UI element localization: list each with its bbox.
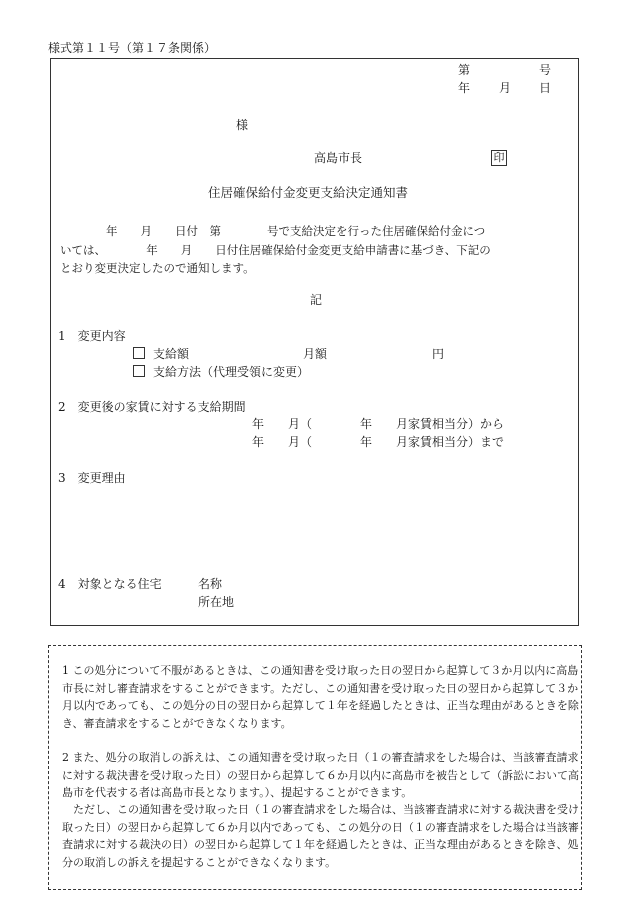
addressee-suffix: 様: [236, 118, 249, 132]
appeal-notice-paragraph-3: ただし、この通知書を受け取った日（１の審査請求をした場合は、当該審査請求に対する裁決書を受け取った日）の翌日から起算して６か月以内であっても、この処分の日（１の審査請求をした場合は当該審査請求に対する裁決の日）の翌日から起算して１年を経過したときは、正当な理由があるときを除き、処分の取消しの訴えを提起することができなくなります。: [62, 803, 579, 869]
section-1-item-1: [133, 346, 189, 362]
date-day: 日: [539, 81, 552, 95]
section-3-heading: 3 変更理由: [58, 471, 126, 485]
section-2-heading: 2 変更後の家賃に対する支給期間: [58, 400, 246, 414]
payment-method-checkbox[interactable]: [133, 365, 145, 377]
payment-amount-label: 支給額: [153, 347, 190, 361]
section-4-heading: 4 対象となる住宅: [58, 577, 162, 591]
period-start: 年 月（ 年 月家賃相当分）から: [252, 417, 505, 431]
appeal-notice-paragraph-1: 1 この処分について不服があるときは、この通知書を受け取った日の翌日から起算して３か月以内に高島市長に対し審査請求をすることができます。ただし、この通知書を受け取った日の翌日から起算して３か月以内であっても、この処分の日の翌日から起算して１年を経過したときは、正当な理由があるときを除き、審査請求をすることができなくなります。: [62, 664, 579, 730]
date-month: 月: [499, 81, 512, 95]
payment-method-label: 支給方法（代理受領に変更）: [153, 365, 310, 379]
section-1-heading: 1 変更内容: [58, 329, 126, 343]
document-title: 住居確保給付金変更支給決定通知書: [208, 185, 409, 200]
body-line-3: とおり変更決定したので通知します。: [60, 261, 255, 275]
housing-name-label: 名称: [198, 577, 223, 591]
body-line-2: いては、 年 月 日付住居確保給付金変更支給申請書に基づき、下記の: [60, 242, 491, 257]
date-year: 年: [458, 81, 471, 95]
payment-amount-checkbox[interactable]: [133, 347, 145, 359]
issuer-name: 高島市長: [314, 151, 363, 165]
seal-stamp: 印: [491, 150, 507, 166]
housing-address-label: 所在地: [198, 595, 235, 609]
document-number-suffix: 号: [539, 63, 552, 77]
period-end: 年 月（ 年 月家賃相当分）まで: [252, 435, 505, 449]
ki-heading: 記: [310, 293, 323, 307]
appeal-notice-paragraph-2: 2 また、処分の取消しの訴えは、この通知書を受け取った日（１の審査請求をした場合は、当該審査請求に対する裁決書を受け取った日）の翌日から起算して６か月以内に高島市を被告として（訴訟において高島市を代表する者は高島市長となります。）、提起することができます。: [62, 751, 579, 799]
body-paragraph: [60, 222, 575, 278]
document-number-prefix: 第: [458, 63, 471, 77]
notice-form-frame: [50, 58, 579, 626]
seal-box: [491, 149, 507, 166]
form-number-label: 様式第１１号（第１７条関係）: [48, 41, 217, 55]
monthly-amount-label: 月額: [303, 347, 328, 361]
body-line-1: 年 月 日付 第 号で支給決定を行った住居確保給付金につ: [60, 224, 486, 238]
section-1-item-2: [133, 364, 309, 380]
yen-unit: 円: [432, 347, 445, 361]
